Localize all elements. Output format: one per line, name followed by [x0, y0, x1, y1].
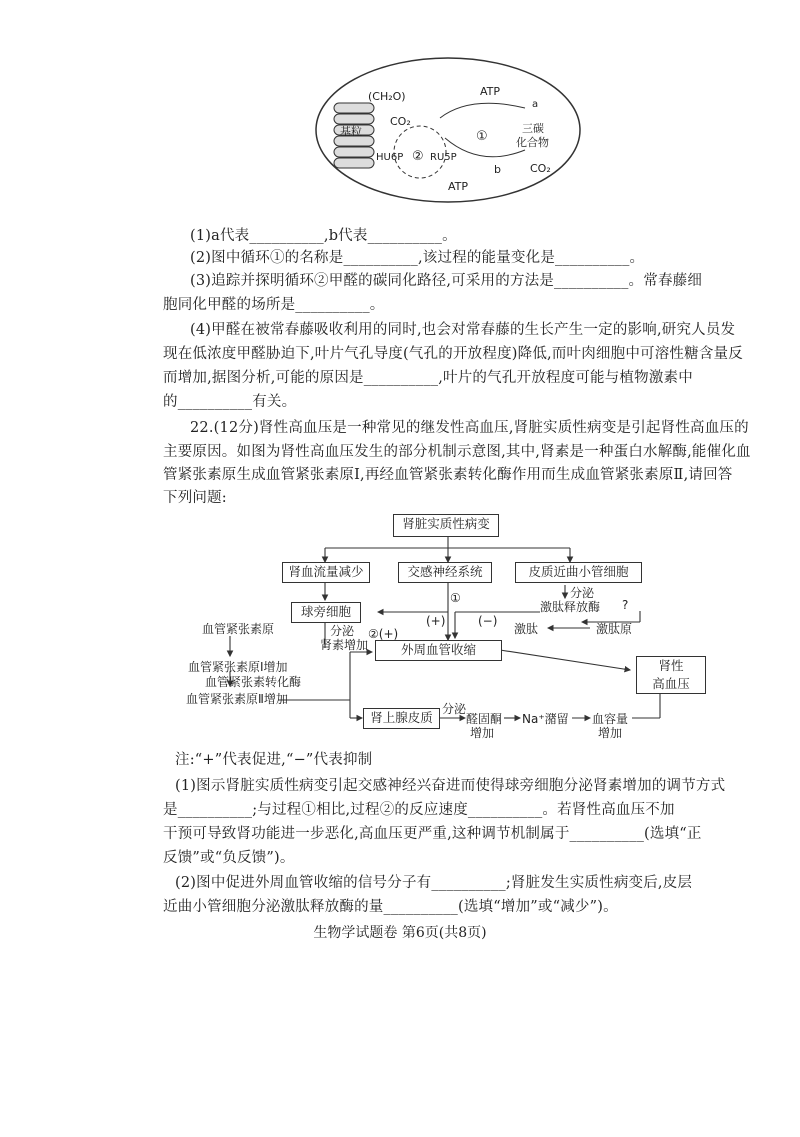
aldosterone-increase-label: 增加	[470, 726, 495, 740]
ang1-label: 血管紧张素原Ⅰ增加	[188, 660, 288, 674]
q21-q4-line4: 的__________有关。	[163, 394, 297, 410]
secrete-label-2: 分泌	[330, 624, 355, 638]
ace-label: 血管紧张素转化酶	[205, 675, 302, 689]
q22-q1-line4: 反馈”或“负反馈”)。	[163, 850, 295, 866]
q22-q1-line2: 是__________;与过程①相比,过程②的反应速度__________。若肾性高血压不加	[163, 802, 675, 818]
q21-q4-line1: (4)甲醛在被常春藤吸收利用的同时,也会对常春藤的生长产生一定的影响,研究人员发	[190, 322, 736, 338]
blood-volume-increase-label: 增加	[598, 726, 623, 740]
process1-label: ①	[450, 591, 461, 605]
b-label: b	[494, 163, 501, 176]
q22-intro-line2: 主要原因。如图为肾性高血压发生的部分机制示意图,其中,肾素是一种蛋白水解酶,能催化血	[163, 444, 751, 460]
q21-q4-line3: 而增加,据图分析,可能的原因是__________,叶片的气孔开放程度可能与植物激素中	[163, 370, 693, 386]
atp-top-label: ATP	[480, 85, 501, 98]
cortex-cell-box: 皮质近曲小管细胞	[515, 562, 642, 583]
q22-intro-line4: 下列问题:	[163, 490, 227, 506]
q21-q4-line2: 现在低浓度甲醛胁迫下,叶片气孔导度(气孔的开放程度)降低,而叶肉细胞中可溶性糖含量反	[163, 346, 743, 362]
renin-increase-label: 肾素增加	[320, 638, 369, 652]
a-label: a	[532, 99, 539, 110]
co2-right-label: CO₂	[530, 162, 551, 175]
adrenal-cortex-box: 肾上腺皮质	[363, 708, 440, 729]
jg-cell-box: 球旁细胞	[291, 602, 361, 623]
q22-intro-line1: 22.(12分)肾性高血压是一种常见的继发性高血压,肾脏实质性病变是引起肾性高血压的	[190, 420, 749, 436]
kinin-label: 激肽	[514, 622, 539, 636]
renal-flow-box: 肾血流量减少	[282, 562, 370, 583]
tri-carbon-label-1: 三碳	[522, 122, 544, 135]
plus-label: (+)	[426, 614, 446, 628]
q22-q2-line1: (2)图中促进外周血管收缩的信号分子有__________;肾脏发生实质性病变后,皮层	[175, 875, 693, 891]
q21-q3-line2: 胞同化甲醛的场所是__________。	[163, 297, 385, 313]
q22-q1-line1: (1)图示肾脏实质性病变引起交感神经兴奋进而使得球旁细胞分泌肾素增加的调节方式	[175, 778, 726, 794]
q21-q1: (1)a代表__________,b代表__________。	[190, 228, 457, 244]
ru5p-label: RU5P	[430, 152, 457, 163]
note-text: 注:“+”代表促进,“−”代表抑制	[175, 752, 373, 768]
process2-label: ②(+)	[368, 627, 399, 641]
cycle1-label: ①	[476, 129, 488, 144]
renal-lesion-box: 肾脏实质性病变	[393, 514, 499, 537]
secrete-label-3: 分泌	[442, 702, 467, 716]
ang2-label: 血管紧张素原Ⅱ增加	[186, 692, 288, 706]
secrete-label-1: 分泌	[570, 586, 595, 600]
granum-label: 基粒	[340, 125, 362, 138]
cycle2-label: ②	[412, 149, 424, 164]
blood-volume-label: 血容量	[592, 712, 629, 726]
hu6p-label: HU6P	[376, 152, 404, 163]
kininogen-label: 激肽原	[596, 622, 633, 636]
atp-bottom-label: ATP	[448, 180, 469, 193]
na-retention-label: Na⁺潴留	[522, 712, 569, 726]
q22-intro-line3: 管紧张素原生成血管紧张素原Ⅰ,再经血管紧张素转化酶作用而生成血管紧张素原Ⅱ,请回答	[163, 467, 733, 483]
page-footer: 生物学试题卷 第6页(共8页)	[313, 925, 487, 941]
tri-carbon-label-2: 化合物	[516, 136, 549, 149]
minus-label: (−)	[478, 614, 498, 628]
vasoconstriction-box: 外周血管收缩	[375, 640, 502, 661]
hypertension-label-2: 高血压	[652, 676, 690, 691]
angiotensinogen-label: 血管紧张素原	[202, 622, 275, 636]
kallikrein-label: 激肽释放酶	[540, 600, 601, 614]
co2-left-label: CO₂	[390, 115, 411, 128]
question-mark-label: ?	[622, 598, 629, 612]
q22-q1-line3: 干预可导致肾功能进一步恶化,高血压更严重,这种调节机制属于__________(选填“正	[163, 826, 702, 842]
hypertension-box	[636, 656, 706, 694]
q22-q2-line2: 近曲小管细胞分泌激肽释放酶的量__________(选填“增加”或“减少”)。	[163, 899, 618, 915]
hypertension-label-1: 肾性	[658, 658, 684, 673]
sympathetic-box: 交感神经系统	[398, 562, 492, 583]
ch2o-label: (CH₂O)	[368, 90, 406, 103]
aldosterone-label: 醛固酮	[466, 712, 503, 726]
q21-q2: (2)图中循环①的名称是__________,该过程的能量变化是__________。	[190, 250, 645, 266]
q21-q3-line1: (3)追踪并探明循环②甲醛的碳同化路径,可采用的方法是__________。常春藤细	[190, 273, 703, 289]
